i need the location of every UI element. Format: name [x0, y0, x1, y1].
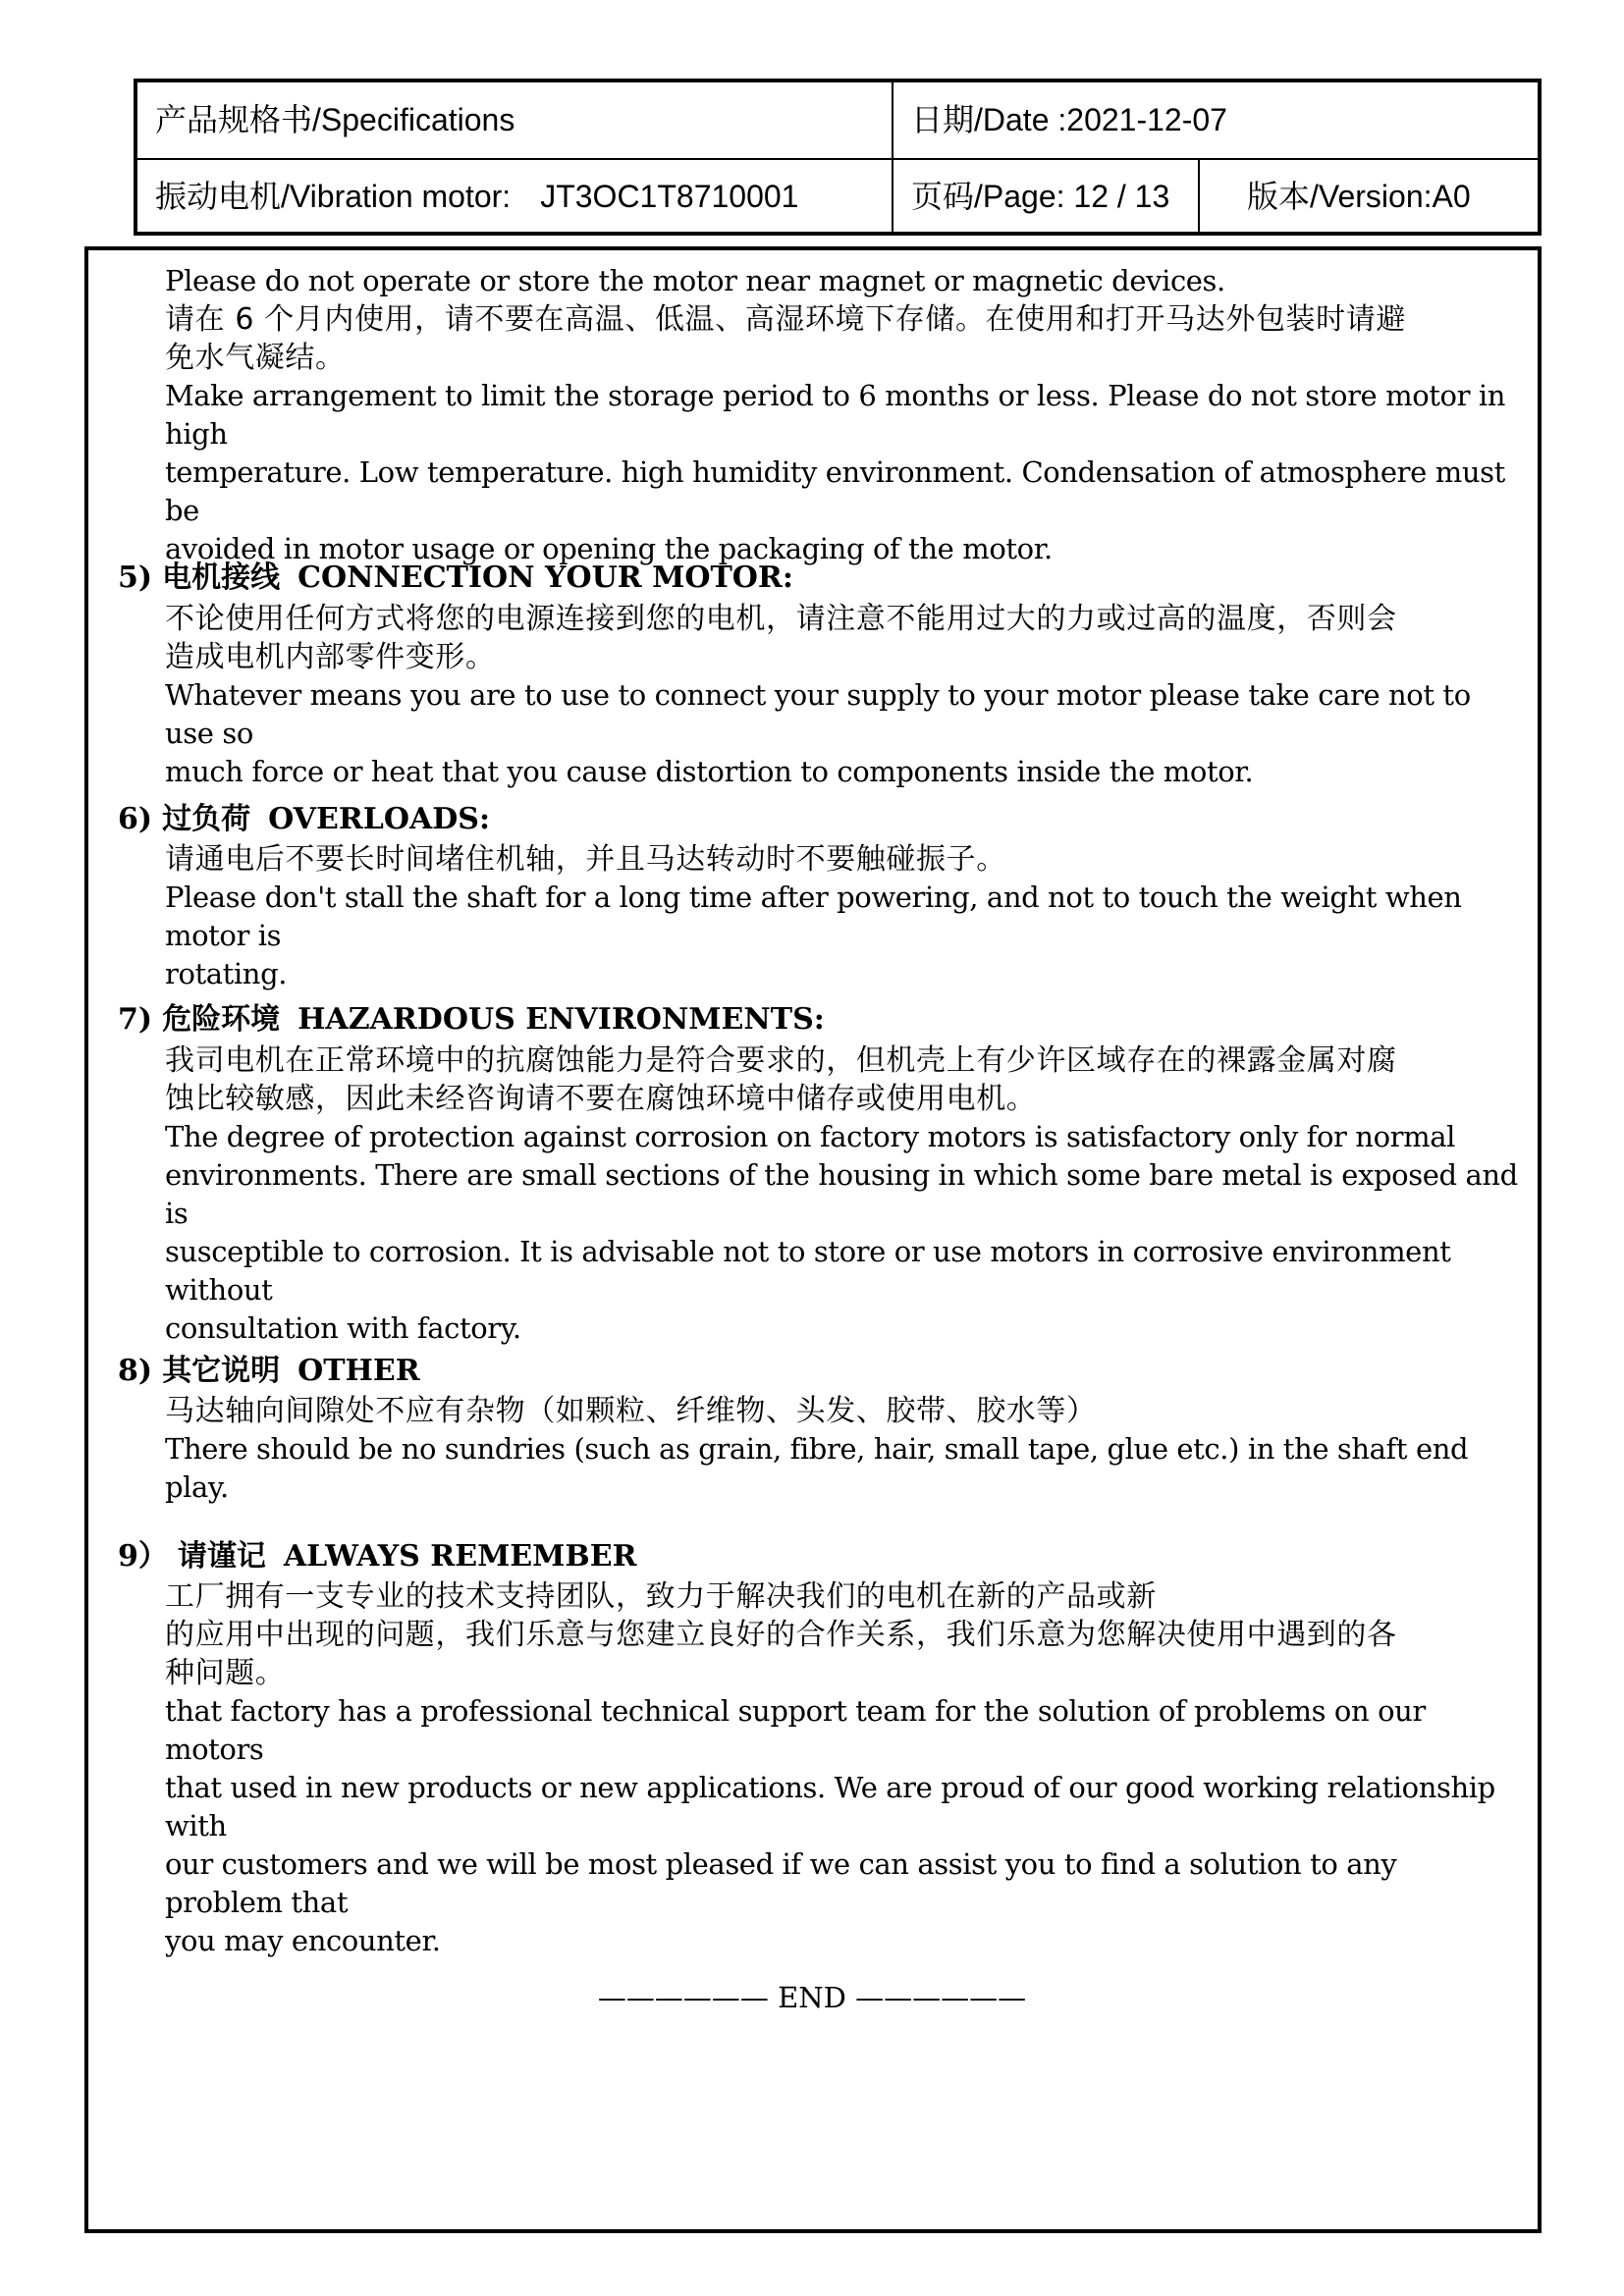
section-text-en: There should be no sundries (such as grain, fibre, hair, small tape, glue etc.) in the shaft end play.: [165, 1432, 1469, 1504]
storage-text-en-2: Make arrangement to limit the storage period to 6 months or less. Please do not store motor in high temperature. Low temperature. high humidity environment. Condensation of atmosphere must be avoided in motor usage or opening the packaging of the motor.: [165, 379, 1506, 565]
section-title-zh: 请谨记: [177, 1539, 266, 1574]
motor-info: [155, 177, 798, 216]
page-number: 页码/Page: 12 / 13: [911, 179, 1170, 214]
section-number: 5): [118, 561, 153, 595]
section-text-en: The degree of protection against corrosion on factory motors is satisfactory only for normal environments. There are small sections of the housing in which some bare metal is exposed and is susceptible to corrosion. It is advisable not to store or use motors in corrosive environment without consultation with factory.: [165, 1120, 1518, 1345]
header-column-divider-version: [1198, 159, 1200, 232]
section-text-zh: 工厂拥有一支专业的技术支持团队，致力于解决我们的电机在新的产品或新 的应用中出现的问题，我们乐意与您建立良好的合作关系，我们乐意为您解决使用中遇到的各 种问题。: [165, 1579, 1397, 1690]
section-text-zh: 马达轴向间隙处不应有杂物（如颗粒、纤维物、头发、胶带、胶水等）: [165, 1394, 1097, 1428]
spec-title: 产品规格书/Specifications: [155, 102, 515, 137]
storage-text-en-1: Please do not operate or store the motor near magnet or magnetic devices.: [165, 264, 1225, 297]
section-body-connection: [165, 600, 1520, 791]
section-title-en: OTHER: [298, 1354, 420, 1388]
section-body-remember: [165, 1577, 1520, 1960]
section-text-en: Please don't stall the shaft for a long time after powering, and not to touch the weight when motor is rotating.: [165, 881, 1462, 990]
document-date: 日期/Date :2021-12-07: [911, 102, 1227, 137]
end-marker: —————— END ——————: [597, 1981, 1027, 2014]
motor-model: JT3OC1T8710001: [540, 179, 799, 214]
section-title-zh: 过负荷: [162, 802, 251, 836]
section-number: 8): [118, 1354, 153, 1388]
section-heading-overloads: [118, 800, 490, 839]
motor-label: 振动电机/Vibration motor:: [155, 179, 512, 214]
section-title-zh: 危险环境: [162, 1002, 281, 1037]
document-version: 版本/Version:A0: [1247, 179, 1471, 214]
section-title-en: OVERLOADS:: [268, 802, 491, 836]
section-body-overloads: [165, 840, 1520, 993]
storage-notes: [165, 262, 1520, 568]
section-number: 9）: [118, 1539, 168, 1574]
section-text-zh: 我司电机在正常环境中的抗腐蚀能力是符合要求的，但机壳上有少许区域存在的裸露金属对腐 蚀比较敏感，因此未经咨询请不要在腐蚀环境中储存或使用电机。: [165, 1043, 1397, 1116]
section-heading-hazardous: [118, 1000, 825, 1040]
section-number: 7): [118, 1002, 153, 1037]
section-title-zh: 其它说明: [162, 1354, 281, 1388]
section-text-zh: 不论使用任何方式将您的电源连接到您的电机，请注意不能用过大的力或过高的温度，否则会 造成电机内部零件变形。: [165, 602, 1397, 674]
section-heading-remember: [118, 1537, 637, 1576]
section-number: 6): [118, 802, 153, 836]
spec-header-table: [134, 79, 1542, 236]
section-text-zh: 请通电后不要长时间堵住机轴，并且马达转动时不要触碰振子。: [165, 842, 1006, 877]
header-row-divider: [137, 158, 1538, 160]
section-title-en: HAZARDOUS ENVIRONMENTS:: [298, 1002, 825, 1037]
section-text-en: that factory has a professional technical support team for the solution of problems on our motors that used in new products or new applications. We are proud of our good working relationship with our customers and we will be most pleased if we can assist you to find a solution to any problem that you may encounter.: [165, 1694, 1495, 1957]
section-heading-connection: [118, 559, 793, 598]
section-body-other: [165, 1392, 1520, 1507]
section-title-en: CONNECTION YOUR MOTOR:: [298, 561, 793, 595]
storage-text-zh: 请在 6 个月内使用，请不要在高温、低温、高湿环境下存储。在使用和打开马达外包装时请避 免水气凝结。: [165, 302, 1406, 375]
section-body-hazardous: [165, 1041, 1520, 1348]
header-column-divider: [892, 82, 893, 232]
section-title-zh: 电机接线: [162, 561, 281, 595]
section-text-en: Whatever means you are to use to connect your supply to your motor please take care not to use so much force or heat that you cause distortion to components inside the motor.: [165, 678, 1471, 788]
section-title-en: ALWAYS REMEMBER: [283, 1539, 637, 1574]
section-heading-other: [118, 1352, 420, 1391]
